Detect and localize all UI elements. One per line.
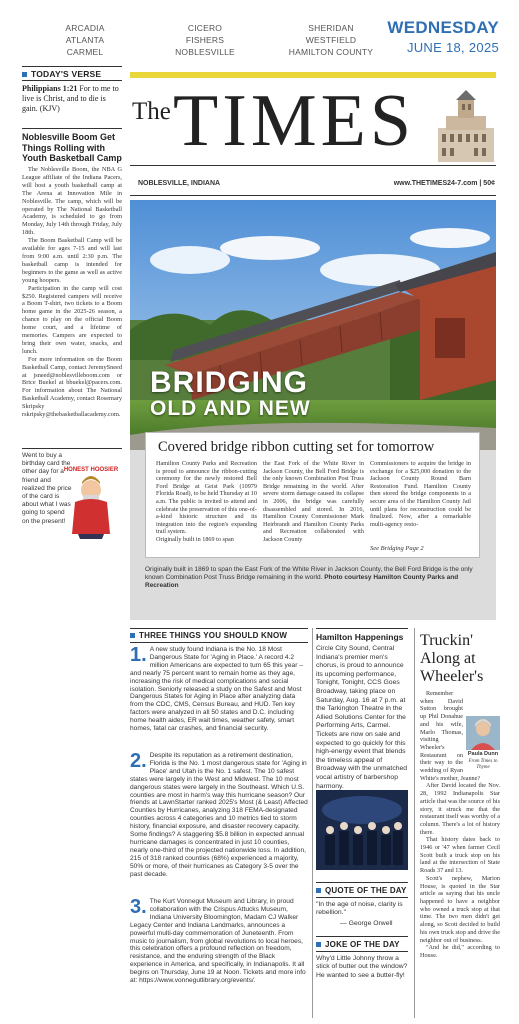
chorus-photo (316, 790, 408, 870)
story-column-2: the East Fork of the White River in Jackson County, the Bell Ford Bridge is the only known Combination Post Truss Bridge remaining in the world. After severe storm damage caused its collapse in 2006, the bridge was carefully disassembled and stored. In 2016, Hamilton County Commissioner Mark Heirbrandt and Hamilton County Parks and Recreation collaborated with Jackson County (263, 460, 364, 543)
city-name: ARCADIA (65, 23, 105, 33)
courthouse-illustration (432, 90, 496, 162)
quote-heading: QUOTE OF THE DAY (316, 886, 407, 895)
verse-heading: TODAY'S VERSE (22, 69, 101, 79)
joke-text: Why'd Little Johnny throw a stick of butter out the window? He wanted to see a butter-fly! (316, 955, 408, 979)
paragraph: That history dates back to 1946 or '47 when farmer Cecil Scott built a truck stop on his land at the intersection of State Roads 37 and 13. (420, 836, 500, 875)
masthead-website: www.THETIMES24-7.com | 50¢ (393, 180, 495, 187)
edition-date (387, 18, 499, 55)
verse-text (22, 84, 122, 114)
columnist-box (466, 716, 500, 771)
divider (316, 882, 408, 883)
city-name: CICERO (187, 23, 223, 33)
divider (22, 128, 122, 129)
column-name: From Times to Thyme (468, 758, 498, 770)
boom-article (22, 166, 122, 419)
item-text: A new study found Indiana is the No. 18 Most Dangerous State for 'Aging in Place.' A record 4.2 million Americans are expected to turn 65 this year – and nearly 75 percent want to remain home as they age, increasing the risk of medical complications and social isolation. Seniorly released a study on the Safest and Most Dangerous States for Aging in Place after analyzing data from the CDC, CMS, Census Bureau, and HUD. Ten key factors were analyzed in all 50 states and D.C. including home health aides, ER wait times, weather safety, smart homes, fatal car crashes, and financial security. (130, 646, 303, 733)
city-name: SHERIDAN (308, 23, 354, 33)
paragraph: The Boom Basketball Camp will be available for ages 7-15 and will last from 9:00 a.m. until 2:30 p.m. The basketball camp is intended for beginners to the game as well as active young hoopers. (22, 237, 122, 284)
masthead-location: NOBLESVILLE, INDIANA (138, 180, 221, 187)
columnist-name: Paula Dunn (467, 751, 499, 757)
divider (130, 642, 308, 643)
paragraph: Participation in the camp will cost $250. Registered campers will receive a Boom T-shirt, two tickets to a Boom home game in the 2025-26 season, a chance to play on the official Boom home court, and a lifetime of memories. Campers are expected to bring their own water, snacks, and lunch. (22, 284, 122, 355)
city-name: FISHERS (185, 35, 225, 45)
city-name: HAMILTON COUNTY (288, 47, 374, 57)
divider (130, 628, 308, 629)
verse-ref: Philippians 1:21 (22, 84, 78, 93)
hoosier-badge: HONEST HOOSIER (63, 467, 119, 473)
item-number: 2. (130, 750, 147, 772)
paragraph: For more information on the Boom Basketball Camp, contact JeremySneed at jsneed@noblesvilleboom.com or Brice Buekel at bbuekel@pacers.com. For information about The National Basketball Academy, contact Rosemary Skripsky rskripsky@thebasketballacademy.com. (22, 355, 122, 419)
three-things-heading: THREE THINGS YOU SHOULD KNOW (130, 631, 287, 640)
divider (22, 66, 122, 67)
story-column-1: Hamilton County Parks and Recreation is proud to announce the ribbon-cutting ceremony for the newly restored Bell Ford Bridge at Geist Park (10979 Florida Road), to be held Thursday at 10 a.m. The public is invited to attend and celebrate the preservation of this one-of-a-kind historic structure and its integration into the region's expanding trail system. Originally built in 1869 to span (156, 460, 257, 543)
divider (130, 195, 496, 196)
hoosier-text: Went to buy a birthday card the other day for a friend and realized the price of the card is about what I was going to spend on the present! (22, 452, 72, 525)
boom-headline: Noblesville Boom Get Things Rolling with Youth Basketball Camp (22, 132, 122, 163)
divider (316, 628, 408, 629)
divider (316, 936, 408, 937)
truckin-article (420, 690, 500, 960)
city-name: ATLANTA (65, 35, 105, 45)
columnist-photo (466, 716, 500, 750)
paragraph: "And he did," according to House. (420, 944, 500, 959)
item-text: The Kurt Vonnegut Museum and Library, in proud collaboration with the Crispus Attucks Museum, Indiana University Bloomington, Madam CJ Walker Legacy Center and Indiana Landmarks, announces a powerful multi-day commemoration of Juneteenth. From music to journalism, from global revolutions to local heroes, this celebration offers a profound reflection on freedom, resistance, and the enduring strength of the Black experience in America, and specifically, in Indianapolis. It all begins on Thursday, June 19 at Noon. Tickets and more info at: https://www.vonnegutlibrary.org/events/. (130, 898, 306, 985)
city-name: CARMEL (66, 47, 104, 57)
divider (316, 897, 408, 898)
city-list-middle (170, 22, 240, 58)
hoosier-cartoon (60, 462, 122, 540)
bridge-story (145, 432, 480, 558)
divider (22, 80, 122, 81)
photo-title-line2: OLD AND NEW (150, 397, 311, 420)
masthead-title: TIMES (173, 80, 415, 162)
paragraph: Remember when David Sutton brought up Phil Donahue and his wife, Marlo Thomas, visiting Wheeler's Restaurant on their way to the wedding of Ryan White's mother, Jeanne? (420, 690, 481, 782)
city-list-right (283, 22, 379, 58)
three-things-item-1 (130, 646, 308, 733)
caption-text: Originally built in 1869 to span the East Fork of the White River in Jackson County, the Bell Ford Bridge is the only known Combination Post Truss Bridge remaining in the world. (145, 566, 473, 581)
truckin-headline: Truckin' Along at Wheeler's (420, 632, 484, 685)
photo-caption (145, 566, 481, 590)
verse-body: For to me to live is Christ, and to die is gain. (KJV) (22, 84, 119, 113)
item-number: 3. (130, 896, 147, 918)
three-things-item-2 (130, 752, 308, 879)
three-things-item-3 (130, 898, 308, 985)
weekday: WEDNESDAY (387, 18, 499, 37)
paragraph: Scott's nephew, Marion House, is quoted in the Star article as saying that his uncle happened to have a neighbor who owned a truck stop at that time. The two men didn't get along, so Scott decided to build his own truck stop and drive the neighbor out of business. (420, 874, 500, 944)
column-divider (312, 628, 313, 1018)
story-column-3: Commissioners to acquire the bridge in exchange for a $25,000 donation to the Jackson County Round Barn Restoration Fund. Hamilton County then stored the bridge components in a secure area of the Hamilton County Jail until plans for reconstruction could be finalized. Now, after a remarkable multi-agency resto- (370, 460, 471, 528)
joke-heading: JOKE OF THE DAY (316, 940, 400, 949)
column-divider (414, 628, 415, 1018)
divider (130, 165, 496, 166)
bridge-story-headline: Covered bridge ribbon cutting set for tomorrow (158, 439, 435, 455)
divider (316, 951, 408, 952)
feature-photo-block (130, 200, 496, 620)
city-list-left (60, 22, 110, 58)
quote-text: "In the age of noise, clarity is rebellion." (316, 901, 403, 917)
paragraph: After David located the Nov. 28, 1992 Indianapolis Star article that was the source of his story, it struck me that the restaurant itself was worthy of a column. There's a lot of history there. (420, 782, 500, 836)
quote-author: — George Orwell (340, 920, 393, 927)
date: JUNE 18, 2025 (406, 40, 499, 55)
happenings-heading: Hamilton Happenings (316, 632, 404, 642)
item-text: Despite its reputation as a retirement destination, Florida is the No. 1 most dangerous state for 'Aging in Place' and Utah is the No. 1 safest. The 10 safest states were largely in the West and Midwest. The 10 most dangerous states were largely in the Southeast. Which U.S. counties are most in harm's way this hurricane season? Our friends at LawnStarter ranked 2025's Most (& Least) Affected Counties by Hurricanes, analyzing 318 FEMA-designated counties across 4 categories and 10 metrics tied to storm history, financial exposure, and disaster recovery capacity. Some findings? A staggering $5.8 billion in expected annual hurricane damages is concentrated in just 10 counties, nearly one-third of the projected nationwide loss. In addition, 215 of 318 ranked counties (68%) experienced a majority, 50% or more, of their hurricanes as Category 3-5 over the past decade. (130, 752, 308, 878)
masthead-the: The (132, 98, 171, 125)
paragraph: The Noblesville Boom, the NBA G League affiliate of the Indiana Pacers, will host a youth basketball camp at The Arena at Innovation Mile in Noblesville. The camp, which will be operated by The National Basketball Academy, is scheduled to go from Monday, July 14th through Friday, July 18th. (22, 166, 122, 237)
masthead (130, 80, 496, 165)
story-jump-link[interactable]: See Bridging Page 2 (370, 545, 424, 552)
happenings-text: Circle City Sound, Central Indiana's premier men's chorus, is proud to announce its upcoming performance, Tonight, Tonight, CCS Goes Broadway, taking place on Saturday, Aug. 16 at 7 p.m. at the Tarkington Theatre in the Allied Solutions Center for the Performing Arts, Carmel. Tickets are now on sale and expected to go quickly for this high-energy event that blends the timeless appeal of Broadway with the unmatched vocal artistry of barbershop harmony. (316, 645, 408, 790)
item-number: 1. (130, 644, 147, 666)
divider (22, 448, 122, 449)
photo-title-line1: BRIDGING (150, 366, 308, 399)
masthead-accent-bar (130, 72, 496, 78)
photo-credit: Photo courtesy Hamilton County Parks and Recreation (145, 574, 459, 589)
city-name: NOBLESVILLE (175, 47, 235, 57)
city-name: WESTFIELD (305, 35, 357, 45)
